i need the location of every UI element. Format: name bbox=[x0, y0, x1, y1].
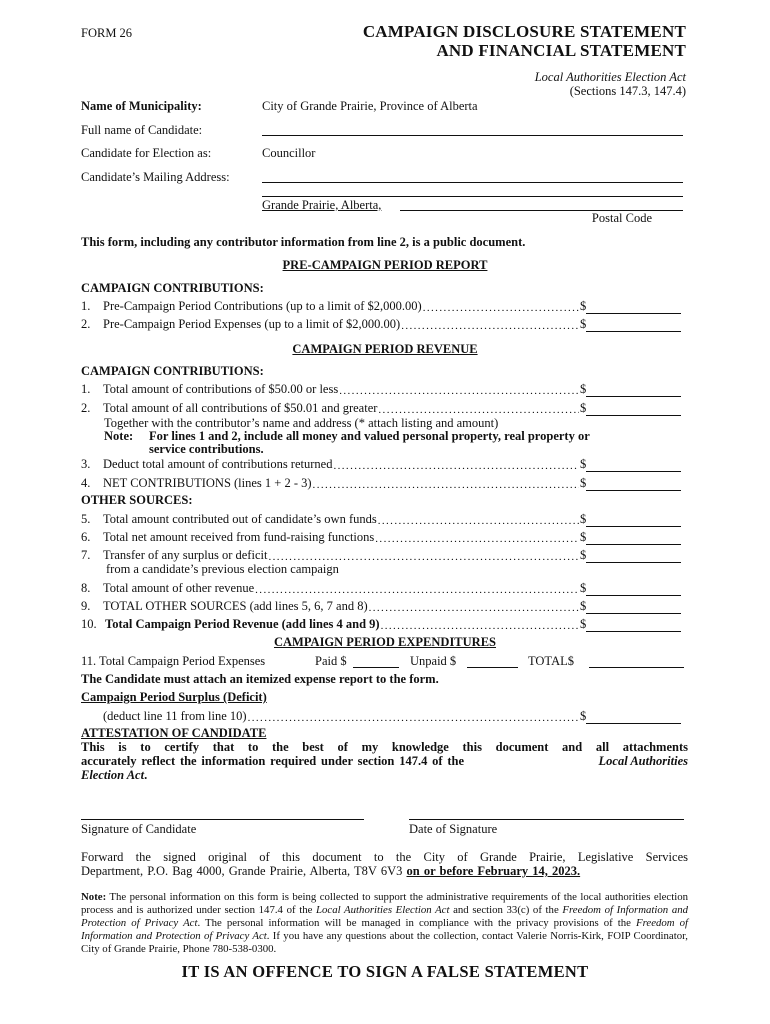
revenue-line-6 bbox=[81, 528, 684, 545]
act-name: Local Authorities Election Act bbox=[534, 70, 686, 84]
dot-leader bbox=[375, 533, 579, 545]
form-title-line1: CAMPAIGN DISCLOSURE STATEMENT bbox=[362, 22, 686, 41]
election-value: Councillor bbox=[262, 146, 316, 160]
dot-leader bbox=[369, 602, 579, 614]
revenue-line-5 bbox=[81, 510, 684, 527]
attestation-act-part2: Election Act bbox=[81, 768, 145, 782]
revenue-line-10 bbox=[81, 615, 684, 632]
line-number: 6. bbox=[81, 530, 91, 544]
dot-leader bbox=[248, 712, 579, 724]
privacy-act-2: Freedom of Information and Protection of Privacy Act bbox=[81, 904, 689, 929]
address-label: Candidate’s Mailing Address: bbox=[81, 170, 230, 184]
public-document-notice: This form, including any contributor information from line 2, is a public document. bbox=[81, 235, 526, 249]
revenue-line-9 bbox=[81, 597, 684, 614]
line1-amount-field[interactable] bbox=[586, 385, 681, 397]
dot-leader bbox=[255, 584, 579, 596]
line-number: 9. bbox=[81, 599, 91, 613]
line-number: 2. bbox=[81, 401, 91, 415]
revenue-line-3 bbox=[81, 455, 684, 472]
dot-leader bbox=[423, 302, 579, 314]
line-label: TOTAL OTHER SOURCES (add lines 5, 6, 7 and 8) bbox=[103, 599, 368, 613]
dollar-sign: $ bbox=[580, 530, 587, 544]
line8-amount-field[interactable] bbox=[586, 584, 681, 596]
paid-amount-field[interactable] bbox=[353, 667, 399, 668]
dollar-sign: $ bbox=[580, 299, 587, 313]
privacy-text-2: and section 33(c) of the bbox=[453, 904, 559, 916]
dollar-sign: $ bbox=[580, 476, 587, 490]
line7-amount-field[interactable] bbox=[586, 551, 681, 563]
line5-amount-field[interactable] bbox=[586, 515, 681, 527]
privacy-note bbox=[81, 891, 688, 956]
dollar-sign: $ bbox=[580, 548, 587, 562]
line-number: 8. bbox=[81, 581, 91, 595]
line-number: 2. bbox=[81, 317, 91, 331]
line-number: 1. bbox=[81, 382, 91, 396]
note-label: Note: bbox=[104, 429, 134, 443]
pre-expenses-amount-field[interactable] bbox=[586, 320, 681, 332]
line-number: 10. bbox=[81, 617, 97, 631]
attestation-line2-text: accurately reflect the information required under section 147.4 of the bbox=[81, 754, 465, 768]
line9-amount-field[interactable] bbox=[586, 602, 681, 614]
revenue-line-7 bbox=[81, 546, 684, 563]
attach-expense-notice: The Candidate must attach an itemized expense report to the form. bbox=[81, 672, 439, 686]
dollar-sign: $ bbox=[580, 617, 587, 631]
dollar-sign: $ bbox=[580, 382, 587, 396]
line-label: Deduct total amount of contributions returned bbox=[103, 457, 333, 471]
address-line-1[interactable] bbox=[262, 182, 683, 183]
dot-leader bbox=[313, 479, 579, 491]
signature-label: Signature of Candidate bbox=[81, 822, 197, 836]
act-sections: (Sections 147.3, 147.4) bbox=[569, 84, 686, 98]
forward-deadline: on or before February 14, 2023. bbox=[406, 864, 581, 878]
line-label: Pre-Campaign Period Expenses (up to a limit of $2,000.00) bbox=[103, 317, 401, 331]
dollar-sign: $ bbox=[580, 581, 587, 595]
privacy-text-4: . If you have any questions about the collection, contact Valerie Norris-Kirk, FOIP Coordinator, City of Grande Prairie, Phone 780-538-0300. bbox=[81, 930, 688, 955]
attestation-period: . bbox=[144, 768, 148, 782]
line-number: 5. bbox=[81, 512, 91, 526]
dot-leader bbox=[339, 385, 579, 397]
note-text-line2: service contributions. bbox=[149, 442, 264, 456]
surplus-amount-field[interactable] bbox=[586, 712, 681, 724]
pre-campaign-contributions-heading: CAMPAIGN CONTRIBUTIONS: bbox=[81, 281, 264, 295]
address-line-2[interactable] bbox=[262, 196, 683, 197]
attestation-act-part1: Local Authorities bbox=[598, 754, 688, 768]
date-label: Date of Signature bbox=[409, 822, 498, 836]
line11-label: 11. Total Campaign Period Expenses bbox=[81, 654, 266, 668]
privacy-text-1: The personal information on this form is being collected to support the administrative requirements of the local authorities election process and is authorized under section 147.4 of the bbox=[81, 891, 688, 916]
line-label: Transfer of any surplus or deficit bbox=[103, 548, 268, 562]
line3-amount-field[interactable] bbox=[586, 460, 681, 472]
privacy-note-label: Note: bbox=[81, 891, 107, 903]
expenditures-heading: CAMPAIGN PERIOD EXPENDITURES bbox=[273, 635, 496, 649]
line-label: NET CONTRIBUTIONS (lines 1 + 2 - 3) bbox=[103, 476, 312, 490]
municipality-value: City of Grande Prairie, Province of Alberta bbox=[262, 99, 478, 113]
privacy-text-3: . The personal information will be managed in compliance with the privacy provisions of the bbox=[197, 917, 631, 929]
dot-leader bbox=[381, 620, 579, 632]
signature-field[interactable] bbox=[81, 819, 364, 820]
total-label: TOTAL$ bbox=[528, 654, 574, 668]
line-label: (deduct line 11 from line 10) bbox=[103, 709, 247, 723]
surplus-heading: Campaign Period Surplus (Deficit) bbox=[81, 690, 267, 704]
pre-campaign-line-2 bbox=[81, 315, 684, 332]
line-number: 1. bbox=[81, 299, 91, 313]
pre-contributions-amount-field[interactable] bbox=[586, 302, 681, 314]
revenue-line-2 bbox=[81, 399, 684, 416]
note-text-line1: For lines 1 and 2, include all money and valued personal property, real property or bbox=[149, 429, 590, 443]
line2-attach-note: Together with the contributor’s name and address (* attach listing and amount) bbox=[104, 416, 499, 430]
full-name-label: Full name of Candidate: bbox=[81, 123, 203, 137]
revenue-line-1 bbox=[81, 380, 684, 397]
line-number: 7. bbox=[81, 548, 91, 562]
attestation-line3 bbox=[81, 768, 147, 783]
dollar-sign: $ bbox=[580, 317, 587, 331]
dollar-sign: $ bbox=[580, 599, 587, 613]
line-label: Total net amount received from fund-raising functions bbox=[103, 530, 375, 544]
revenue-line-8 bbox=[81, 579, 684, 596]
privacy-act-1: Local Authorities Election Act bbox=[316, 904, 450, 916]
unpaid-label: Unpaid $ bbox=[410, 654, 457, 668]
election-label: Candidate for Election as: bbox=[81, 146, 212, 160]
other-sources-heading: OTHER SOURCES: bbox=[81, 493, 193, 507]
revenue-contributions-heading: CAMPAIGN CONTRIBUTIONS: bbox=[81, 364, 264, 378]
forward-line2 bbox=[81, 864, 580, 879]
dot-leader bbox=[378, 404, 579, 416]
line-label: Pre-Campaign Period Contributions (up to a limit of $2,000.00) bbox=[103, 299, 422, 313]
total-expenses-field[interactable] bbox=[589, 667, 684, 668]
attestation-line2 bbox=[81, 754, 688, 769]
line-label: Total amount contributed out of candidate’s own funds bbox=[103, 512, 377, 526]
false-statement-warning: IT IS AN OFFENCE TO SIGN A FALSE STATEMENT bbox=[181, 962, 589, 981]
line6-amount-field[interactable] bbox=[586, 533, 681, 545]
line-label: Total amount of other revenue bbox=[103, 581, 255, 595]
line2-amount-field[interactable] bbox=[586, 404, 681, 416]
date-field[interactable] bbox=[409, 819, 684, 820]
line7-extra: from a candidate’s previous election campaign bbox=[106, 562, 339, 576]
forward-line1: Forward the signed original of this document to the City of Grande Prairie, Legislative Services bbox=[81, 850, 688, 864]
attestation-heading: ATTESTATION OF CANDIDATE bbox=[81, 726, 267, 740]
surplus-line bbox=[81, 707, 684, 724]
unpaid-amount-field[interactable] bbox=[467, 667, 518, 668]
line-label: Total amount of contributions of $50.00 or less bbox=[103, 382, 339, 396]
pre-campaign-heading: PRE-CAMPAIGN PERIOD REPORT bbox=[282, 258, 488, 272]
line-label: Total Campaign Period Revenue (add lines 4 and 9) bbox=[105, 617, 380, 631]
dot-leader bbox=[378, 515, 579, 527]
city-value: Grande Prairie, Alberta, bbox=[262, 198, 382, 212]
municipality-label: Name of Municipality: bbox=[81, 99, 202, 113]
dollar-sign: $ bbox=[580, 709, 587, 723]
full-name-field[interactable] bbox=[262, 135, 683, 136]
pre-campaign-line-1 bbox=[81, 297, 684, 314]
line-number: 4. bbox=[81, 476, 91, 490]
dot-leader bbox=[333, 460, 579, 472]
forward-address: Department, P.O. Bag 4000, Grande Prairie, Alberta, T8V 6V3 bbox=[81, 864, 403, 878]
revenue-line-4 bbox=[81, 474, 684, 491]
line4-amount-field[interactable] bbox=[586, 479, 681, 491]
line-number: 3. bbox=[81, 457, 91, 471]
line-label: Total amount of all contributions of $50.01 and greater bbox=[103, 401, 378, 415]
form-number: FORM 26 bbox=[81, 26, 133, 40]
paid-label: Paid $ bbox=[315, 654, 347, 668]
attestation-line1: This is to certify that to the best of my knowledge this document and all attachments bbox=[81, 740, 688, 754]
revenue-heading: CAMPAIGN PERIOD REVENUE bbox=[292, 342, 478, 356]
dollar-sign: $ bbox=[580, 512, 587, 526]
dollar-sign: $ bbox=[580, 457, 587, 471]
privacy-act-3: Freedom of Information and Protection of Privacy Act bbox=[81, 917, 689, 942]
line10-amount-field[interactable] bbox=[586, 620, 681, 632]
form-title-line2: AND FINANCIAL STATEMENT bbox=[436, 41, 686, 60]
dollar-sign: $ bbox=[580, 401, 587, 415]
postal-code-label: Postal Code bbox=[591, 211, 652, 225]
dot-leader bbox=[401, 320, 579, 332]
